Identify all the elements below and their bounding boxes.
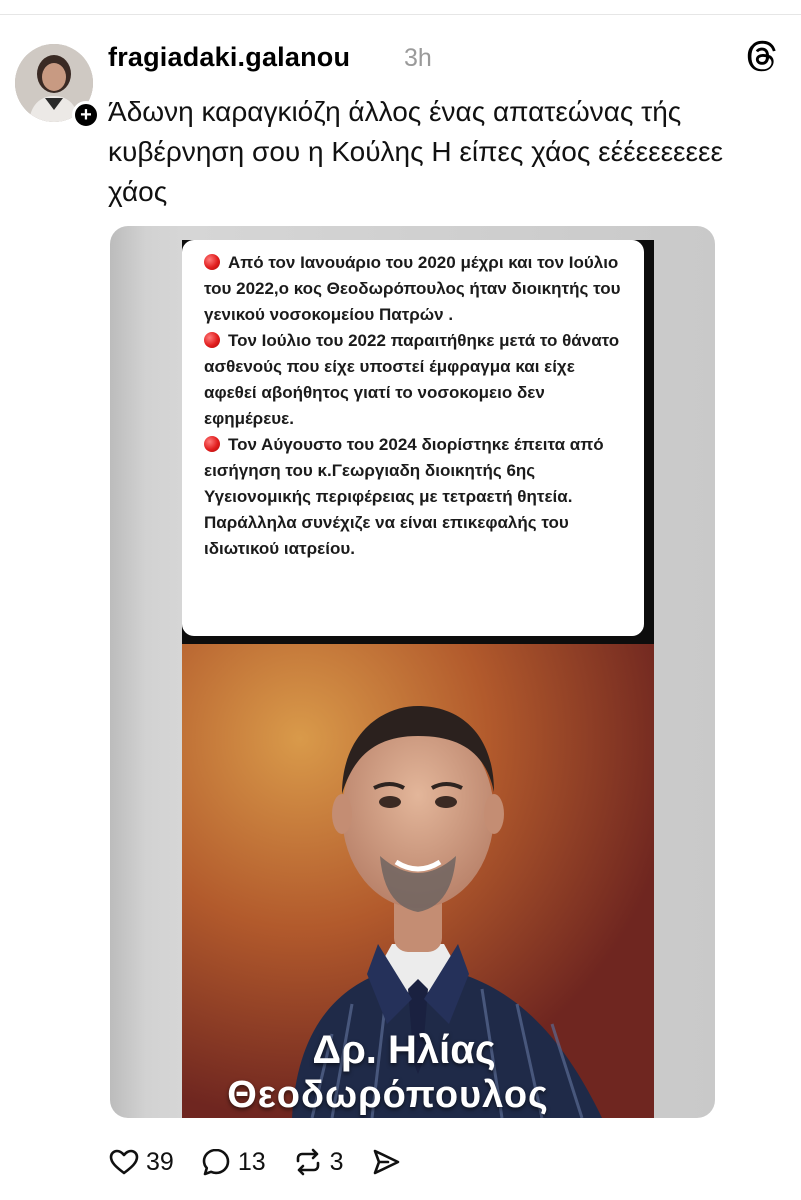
repost-icon xyxy=(292,1146,324,1178)
follow-plus-icon[interactable]: + xyxy=(72,101,100,129)
reply-button[interactable] xyxy=(200,1146,266,1178)
text-card xyxy=(182,240,644,636)
share-icon xyxy=(370,1146,402,1178)
like-button[interactable] xyxy=(108,1146,174,1178)
heart-icon xyxy=(108,1146,140,1178)
red-circle-icon xyxy=(204,254,220,270)
post-text: Άδωνη καραγκιόζη άλλος ένας απατεώνας τής κυβέρνηση σου η Κούλης Η είπες χάος εέέεεεεεεε χάος xyxy=(108,96,723,207)
comment-icon xyxy=(200,1146,232,1178)
image-content xyxy=(182,240,654,1118)
top-divider xyxy=(0,0,801,15)
repost-count: 3 xyxy=(329,1147,344,1176)
card-paragraph-3: Τον Αύγουστο του 2024 διορίστηκε έπειτα από εισήγηση του κ.Γεωργιαδη διοικητής 6ης Υγειονομικής περιφέρειας με τετραετή θητεία. xyxy=(204,435,604,506)
red-circle-icon xyxy=(204,332,220,348)
card-paragraph-4: Παράλληλα συνέχιζε να είναι επικεφαλής του ιδιωτικού ιατρείου. xyxy=(204,513,569,558)
card-paragraph-2: Τον Ιούλιο του 2022 παραιτήθηκε μετά το θάνατο ασθενούς που είχε υποστεί έμφραγμα και είχε αφεθεί αβοήθητος γιατί το νοσοκομειο δεν εφημέρευε. xyxy=(204,331,620,428)
post-image[interactable] xyxy=(110,226,715,1118)
portrait-photo xyxy=(182,644,654,1118)
share-button[interactable] xyxy=(370,1146,408,1178)
reply-count: 13 xyxy=(237,1147,266,1176)
timestamp: 3h xyxy=(404,44,432,72)
red-circle-icon xyxy=(204,436,220,452)
username[interactable]: fragiadaki.galanou xyxy=(108,42,351,72)
action-bar xyxy=(108,1142,434,1182)
card-paragraph-1: Από τον Ιανουάριο του 2020 μέχρι και τον Ιούλιο του 2022,ο κος Θεοδωρόπουλος ήταν διοικητής του γενικού νοσοκομείου Πατρών . xyxy=(204,253,621,324)
image-caption-surname: Θεοδωρόπουλος xyxy=(227,1074,549,1116)
like-count: 39 xyxy=(146,1147,174,1176)
threads-logo-icon[interactable] xyxy=(745,40,779,74)
repost-button[interactable] xyxy=(292,1146,344,1178)
image-caption-name: Δρ. Ηλίας xyxy=(312,1028,496,1072)
